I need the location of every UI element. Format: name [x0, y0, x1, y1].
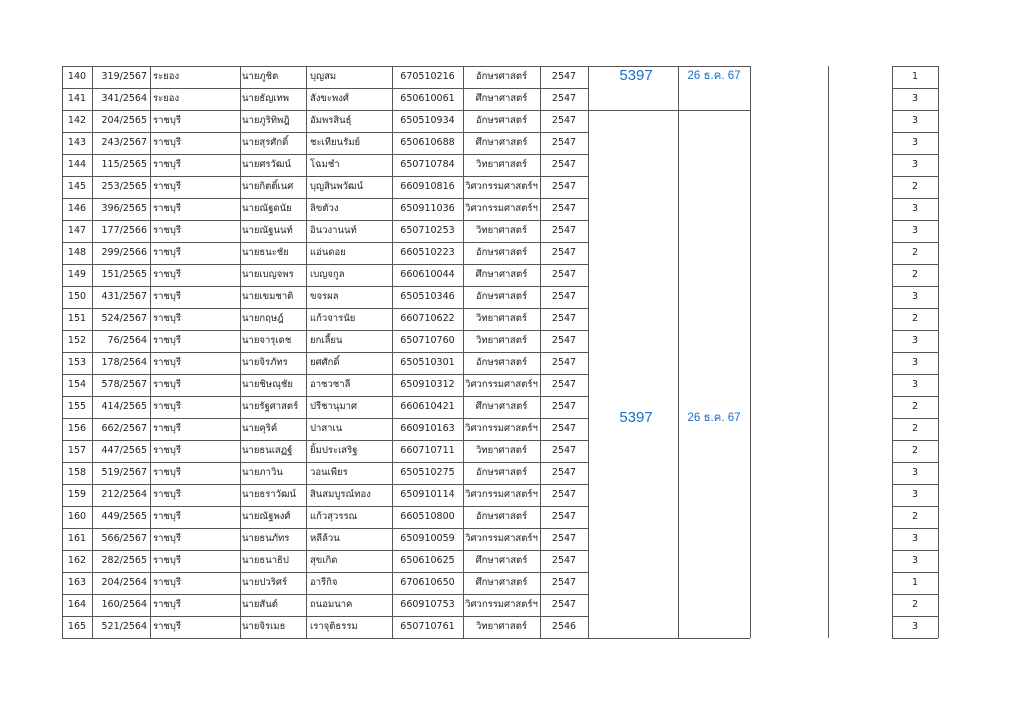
cell-seq: 147	[67, 225, 87, 236]
cell-student-id: 650910059	[400, 533, 455, 544]
cell-ref: 160/2564	[101, 599, 147, 610]
cell-count: 3	[911, 137, 919, 148]
cell-count: 2	[911, 423, 919, 434]
cell-year: 2547	[551, 71, 577, 82]
cell-province: ราชบุรี	[153, 269, 182, 280]
cell-ref: 178/2564	[101, 357, 147, 368]
cell-year: 2547	[551, 467, 577, 478]
batch-date: 26 ธ.ค. 67	[687, 70, 741, 82]
cell-ref: 177/2566	[101, 225, 147, 236]
cell-year: 2546	[551, 621, 577, 632]
cell-first-name: นายกิตติ์เนศ	[242, 181, 294, 192]
cell-last-name: ยิ้มประเสริฐ	[310, 445, 358, 456]
cell-count: 3	[911, 335, 919, 346]
cell-student-id: 670610650	[400, 577, 455, 588]
cell-faculty: วิศวกรรมศาสตร์ฯ	[465, 203, 538, 214]
grid-line	[678, 66, 679, 638]
cell-last-name: สินสมบูรณ์ทอง	[310, 489, 371, 500]
cell-last-name: เบญจกูล	[310, 269, 345, 280]
cell-faculty: อักษรศาสตร์	[475, 357, 528, 368]
cell-last-name: แก้วจารนัย	[310, 313, 356, 324]
cell-count: 3	[911, 203, 919, 214]
cell-ref: 662/2567	[101, 423, 147, 434]
cell-faculty: อักษรศาสตร์	[475, 511, 528, 522]
cell-seq: 163	[67, 577, 87, 588]
cell-faculty: อักษรศาสตร์	[475, 71, 528, 82]
cell-count: 2	[911, 247, 919, 258]
cell-year: 2547	[551, 291, 577, 302]
cell-first-name: นายธนาธิป	[242, 555, 289, 566]
cell-faculty: อักษรศาสตร์	[475, 291, 528, 302]
cell-last-name: ลิขตัวง	[310, 203, 339, 214]
cell-count: 3	[911, 489, 919, 500]
grid-line	[588, 66, 750, 67]
cell-seq: 151	[67, 313, 87, 324]
cell-year: 2547	[551, 115, 577, 126]
cell-first-name: นายณัฐนนท์	[242, 225, 293, 236]
cell-count: 1	[911, 71, 919, 82]
cell-faculty: อักษรศาสตร์	[475, 247, 528, 258]
cell-student-id: 660910753	[400, 599, 455, 610]
cell-last-name: เราจุติธรรม	[310, 621, 358, 632]
cell-faculty: วิทยาศาสตร์	[476, 225, 527, 236]
cell-student-id: 660710711	[400, 445, 455, 456]
cell-seq: 161	[67, 533, 87, 544]
cell-last-name: บุญสม	[310, 71, 337, 82]
cell-count: 2	[911, 445, 919, 456]
cell-seq: 165	[67, 621, 87, 632]
cell-province: ราชบุรี	[153, 115, 182, 126]
cell-faculty: วิทยาศาสตร์	[476, 313, 527, 324]
cell-ref: 431/2567	[101, 291, 147, 302]
cell-faculty: ศึกษาศาสตร์	[475, 555, 528, 566]
cell-student-id: 650510301	[400, 357, 455, 368]
cell-count: 1	[911, 577, 919, 588]
cell-province: ราชบุรี	[153, 555, 182, 566]
cell-first-name: นายธนภัทร	[242, 533, 290, 544]
cell-first-name: นายจิรเมธ	[242, 621, 286, 632]
cell-student-id: 650710784	[400, 159, 455, 170]
cell-year: 2547	[551, 599, 577, 610]
cell-faculty: วิศวกรรมศาสตร์ฯ	[465, 423, 538, 434]
cell-ref: 204/2564	[101, 577, 147, 588]
cell-first-name: นายเขมชาติ	[242, 291, 294, 302]
cell-first-name: นายธราวัฒน์	[242, 489, 297, 500]
cell-seq: 158	[67, 467, 87, 478]
cell-province: ราชบุรี	[153, 599, 182, 610]
cell-first-name: นายเบญจพร	[242, 269, 294, 280]
cell-first-name: นายสุรศักดิ์	[242, 137, 289, 148]
batch-number: 5397	[619, 409, 653, 426]
cell-count: 3	[911, 379, 919, 390]
cell-province: ราชบุรี	[153, 181, 182, 192]
cell-ref: 519/2567	[101, 467, 147, 478]
cell-last-name: ถนอมนาค	[310, 599, 353, 610]
cell-student-id: 660510800	[400, 511, 455, 522]
cell-province: ราชบุรี	[153, 511, 182, 522]
cell-seq: 164	[67, 599, 87, 610]
cell-seq: 144	[67, 159, 87, 170]
cell-ref: 524/2567	[101, 313, 147, 324]
cell-student-id: 660910163	[400, 423, 455, 434]
cell-province: ระยอง	[153, 93, 180, 104]
cell-last-name: อาชวชาลี	[310, 379, 351, 390]
cell-seq: 142	[67, 115, 87, 126]
grid-line	[892, 638, 938, 639]
cell-student-id: 670510216	[400, 71, 455, 82]
cell-faculty: วิทยาศาสตร์	[476, 445, 527, 456]
cell-count: 3	[911, 357, 919, 368]
cell-seq: 148	[67, 247, 87, 258]
batch-date: 26 ธ.ค. 67	[687, 412, 741, 424]
cell-seq: 162	[67, 555, 87, 566]
cell-faculty: อักษรศาสตร์	[475, 467, 528, 478]
cell-year: 2547	[551, 247, 577, 258]
cell-province: ราชบุรี	[153, 577, 182, 588]
cell-last-name: ขจรผล	[310, 291, 339, 302]
cell-count: 3	[911, 93, 919, 104]
cell-count: 3	[911, 621, 919, 632]
cell-count: 2	[911, 269, 919, 280]
cell-seq: 155	[67, 401, 87, 412]
cell-ref: 115/2565	[101, 159, 147, 170]
cell-seq: 150	[67, 291, 87, 302]
cell-province: ราชบุรี	[153, 225, 182, 236]
cell-seq: 152	[67, 335, 87, 346]
cell-province: ราชบุรี	[153, 379, 182, 390]
cell-student-id: 650610625	[400, 555, 455, 566]
cell-seq: 156	[67, 423, 87, 434]
cell-first-name: นายธัญเทพ	[242, 93, 290, 104]
cell-first-name: นายจิรภัทร	[242, 357, 288, 368]
cell-last-name: ยกเลี้ยน	[310, 335, 343, 346]
cell-first-name: นายณัฐพงศ์	[242, 511, 291, 522]
cell-student-id: 650710761	[400, 621, 455, 632]
cell-province: ราชบุรี	[153, 159, 182, 170]
cell-first-name: นายณัฐดนัย	[242, 203, 292, 214]
cell-ref: 449/2565	[101, 511, 147, 522]
cell-last-name: อินวงานนท์	[310, 225, 357, 236]
cell-faculty: วิศวกรรมศาสตร์ฯ	[465, 489, 538, 500]
cell-first-name: นายกฤษฎ์	[242, 313, 284, 324]
cell-seq: 154	[67, 379, 87, 390]
cell-year: 2547	[551, 511, 577, 522]
cell-ref: 414/2565	[101, 401, 147, 412]
cell-student-id: 660910816	[400, 181, 455, 192]
cell-year: 2547	[551, 181, 577, 192]
cell-faculty: วิศวกรรมศาสตร์ฯ	[465, 599, 538, 610]
cell-ref: 243/2567	[101, 137, 147, 148]
cell-year: 2547	[551, 225, 577, 236]
cell-last-name: ยศศักดิ์	[310, 357, 340, 368]
grid-line	[588, 66, 589, 638]
cell-seq: 157	[67, 445, 87, 456]
grid-line	[588, 110, 750, 111]
cell-seq: 141	[67, 93, 87, 104]
cell-ref: 151/2565	[101, 269, 147, 280]
cell-province: ราชบุรี	[153, 423, 182, 434]
cell-faculty: ศึกษาศาสตร์	[475, 577, 528, 588]
cell-faculty: วิศวกรรมศาสตร์ฯ	[465, 181, 538, 192]
cell-year: 2547	[551, 423, 577, 434]
cell-ref: 578/2567	[101, 379, 147, 390]
cell-last-name: โฉมชำ	[310, 159, 340, 170]
cell-count: 3	[911, 159, 919, 170]
cell-province: ราชบุรี	[153, 247, 182, 258]
cell-count: 3	[911, 533, 919, 544]
grid-line	[828, 66, 829, 638]
cell-first-name: นายภาวิน	[242, 467, 283, 478]
cell-province: ระยอง	[153, 71, 180, 82]
cell-seq: 159	[67, 489, 87, 500]
cell-student-id: 650510275	[400, 467, 455, 478]
cell-seq: 146	[67, 203, 87, 214]
cell-first-name: นายปวริศร์	[242, 577, 287, 588]
cell-student-id: 660710622	[400, 313, 455, 324]
cell-year: 2547	[551, 555, 577, 566]
cell-ref: 299/2566	[101, 247, 147, 258]
cell-last-name: ปรีชานุมาศ	[310, 401, 358, 412]
cell-ref: 396/2565	[101, 203, 147, 214]
batch-number: 5397	[619, 67, 653, 84]
cell-province: ราชบุรี	[153, 137, 182, 148]
cell-year: 2547	[551, 379, 577, 390]
cell-seq: 149	[67, 269, 87, 280]
cell-ref: 319/2567	[101, 71, 147, 82]
cell-last-name: หลีล้วน	[310, 533, 340, 544]
cell-ref: 282/2565	[101, 555, 147, 566]
cell-last-name: อารีกิจ	[310, 577, 338, 588]
cell-first-name: นายธนเสฏฐ์	[242, 445, 293, 456]
cell-ref: 76/2564	[107, 335, 147, 346]
cell-count: 3	[911, 467, 919, 478]
cell-province: ราชบุรี	[153, 335, 182, 346]
cell-last-name: บุญสินพวัฒน์	[310, 181, 364, 192]
cell-last-name: สังขะพงศ์	[310, 93, 349, 104]
cell-count: 3	[911, 225, 919, 236]
cell-ref: 521/2564	[101, 621, 147, 632]
cell-year: 2547	[551, 357, 577, 368]
cell-first-name: นายสันต์	[242, 599, 278, 610]
grid-line	[588, 638, 750, 639]
cell-province: ราชบุรี	[153, 489, 182, 500]
cell-student-id: 650610688	[400, 137, 455, 148]
cell-ref: 341/2564	[101, 93, 147, 104]
cell-province: ราชบุรี	[153, 357, 182, 368]
grid-line	[62, 638, 588, 639]
cell-faculty: อักษรศาสตร์	[475, 115, 528, 126]
cell-student-id: 650911036	[400, 203, 455, 214]
cell-year: 2547	[551, 159, 577, 170]
cell-province: ราชบุรี	[153, 467, 182, 478]
cell-year: 2547	[551, 533, 577, 544]
cell-student-id: 650710253	[400, 225, 455, 236]
cell-seq: 140	[67, 71, 87, 82]
cell-student-id: 660610421	[400, 401, 455, 412]
cell-student-id: 650510346	[400, 291, 455, 302]
cell-first-name: นายภูชิต	[242, 71, 279, 82]
cell-first-name: นายศรวัฒน์	[242, 159, 291, 170]
cell-faculty: วิศวกรรมศาสตร์ฯ	[465, 379, 538, 390]
cell-first-name: นายธนะชัย	[242, 247, 289, 258]
cell-count: 2	[911, 511, 919, 522]
cell-year: 2547	[551, 137, 577, 148]
cell-last-name: อัมพรสินธุ์	[310, 115, 352, 126]
cell-ref: 204/2565	[101, 115, 147, 126]
cell-last-name: สุขเกิด	[310, 555, 338, 566]
cell-first-name: นายภูริทิพฎิ	[242, 115, 290, 126]
cell-student-id: 650910114	[400, 489, 455, 500]
cell-student-id: 660610044	[400, 269, 455, 280]
cell-province: ราชบุรี	[153, 313, 182, 324]
cell-last-name: แอ่นดอย	[310, 247, 346, 258]
cell-count: 2	[911, 599, 919, 610]
cell-last-name: แก้วสุวรรณ	[310, 511, 358, 522]
cell-year: 2547	[551, 335, 577, 346]
cell-year: 2547	[551, 93, 577, 104]
cell-count: 3	[911, 291, 919, 302]
cell-faculty: ศึกษาศาสตร์	[475, 137, 528, 148]
cell-first-name: นายจารุเดช	[242, 335, 292, 346]
cell-count: 2	[911, 181, 919, 192]
cell-province: ราชบุรี	[153, 291, 182, 302]
cell-province: ราชบุรี	[153, 203, 182, 214]
cell-last-name: ปาสาเน	[310, 423, 343, 434]
cell-faculty: วิทยาศาสตร์	[476, 335, 527, 346]
cell-faculty: ศึกษาศาสตร์	[475, 93, 528, 104]
cell-student-id: 650910312	[400, 379, 455, 390]
cell-count: 3	[911, 555, 919, 566]
cell-last-name: วอนเพียร	[310, 467, 348, 478]
cell-seq: 153	[67, 357, 87, 368]
cell-first-name: นายชิษณุชัย	[242, 379, 293, 390]
cell-faculty: วิทยาศาสตร์	[476, 159, 527, 170]
grid-line	[938, 66, 939, 638]
cell-year: 2547	[551, 577, 577, 588]
cell-ref: 447/2565	[101, 445, 147, 456]
cell-ref: 566/2567	[101, 533, 147, 544]
cell-year: 2547	[551, 401, 577, 412]
cell-seq: 143	[67, 137, 87, 148]
cell-province: ราชบุรี	[153, 533, 182, 544]
cell-year: 2547	[551, 269, 577, 280]
grid-line	[750, 66, 751, 638]
cell-first-name: นายรัฐศาสตร์	[242, 401, 299, 412]
cell-faculty: ศึกษาศาสตร์	[475, 269, 528, 280]
cell-first-name: นายคุริค์	[242, 423, 278, 434]
cell-ref: 212/2564	[101, 489, 147, 500]
cell-student-id: 650710760	[400, 335, 455, 346]
cell-seq: 145	[67, 181, 87, 192]
cell-count: 3	[911, 115, 919, 126]
cell-last-name: ชะเทียนรัมย์	[310, 137, 361, 148]
cell-year: 2547	[551, 445, 577, 456]
cell-ref: 253/2565	[101, 181, 147, 192]
cell-student-id: 650610061	[400, 93, 455, 104]
cell-year: 2547	[551, 489, 577, 500]
cell-count: 2	[911, 401, 919, 412]
cell-year: 2547	[551, 203, 577, 214]
cell-student-id: 660510223	[400, 247, 455, 258]
cell-faculty: ศึกษาศาสตร์	[475, 401, 528, 412]
cell-student-id: 650510934	[400, 115, 455, 126]
cell-province: ราชบุรี	[153, 445, 182, 456]
cell-seq: 160	[67, 511, 87, 522]
cell-count: 2	[911, 313, 919, 324]
cell-province: ราชบุรี	[153, 621, 182, 632]
cell-faculty: วิทยาศาสตร์	[476, 621, 527, 632]
cell-year: 2547	[551, 313, 577, 324]
cell-faculty: วิศวกรรมศาสตร์ฯ	[465, 533, 538, 544]
cell-province: ราชบุรี	[153, 401, 182, 412]
